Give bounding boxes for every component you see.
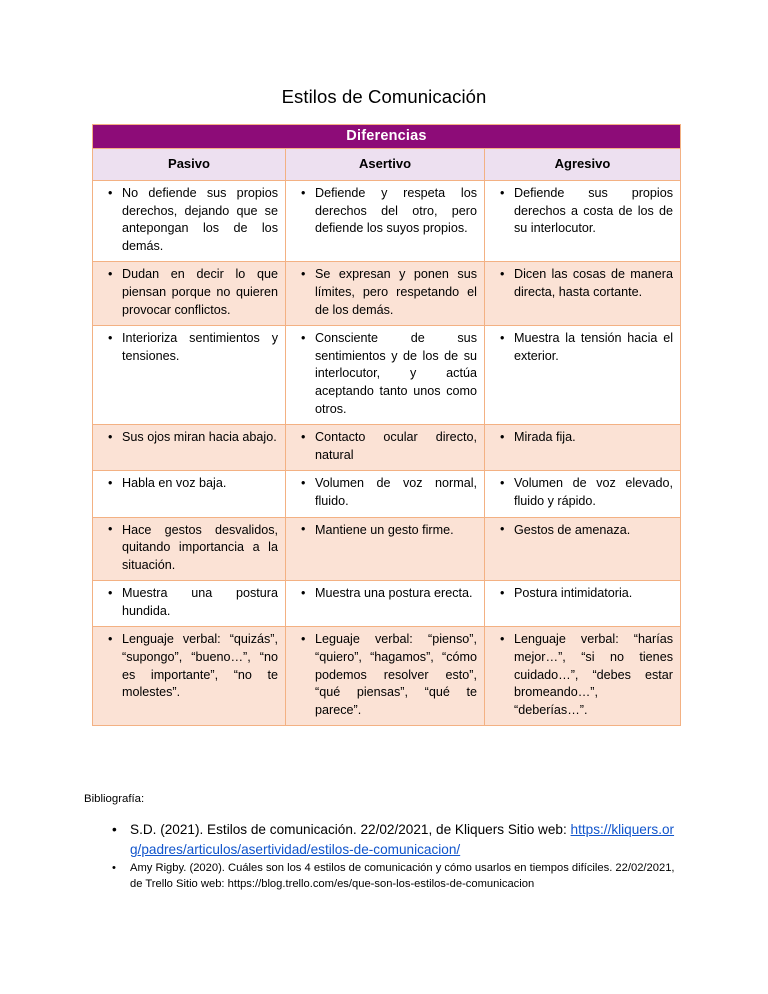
table-cell [93,181,286,262]
cell-bullet-list [100,475,278,493]
cell-bullet-item: • Contacto ocular directo, natural [315,429,477,464]
column-header-agresivo: Agresivo [485,149,681,181]
cell-bullet-list [492,631,673,719]
table-cell [485,425,681,471]
cell-bullet-item: • Gestos de amenaza. [514,522,673,540]
table-cell [485,627,681,726]
cell-bullet-list [100,185,278,255]
table-cell [93,262,286,326]
cell-bullet-item: • Mirada fija. [514,429,673,447]
cell-bullet-list [492,429,673,447]
cell-bullet-list [492,266,673,301]
cell-bullet-item: • Dicen las cosas de manera directa, hasta cortante. [514,266,673,301]
cell-bullet-list [293,585,477,603]
cell-bullet-item: • Dudan en decir lo que piensan porque no quieren provocar conflictos. [122,266,278,319]
table-cell [485,471,681,517]
table-row [93,627,681,726]
cell-bullet-list [293,429,477,464]
table-cell [485,581,681,627]
table-cell [93,471,286,517]
cell-bullet-item: • Interioriza sentimientos y tensiones. [122,330,278,365]
cell-bullet-list [492,330,673,365]
table-cell [93,326,286,425]
cell-bullet-item: • No defiende sus propios derechos, dejando que se antepongan los de los demás. [122,185,278,255]
table-banner-cell: Diferencias [93,125,681,149]
table-cell [485,517,681,581]
column-header-pasivo: Pasivo [93,149,286,181]
table-row [93,581,681,627]
cell-bullet-list [100,522,278,575]
table-cell [286,581,485,627]
table-cell [286,425,485,471]
cell-bullet-list [492,585,673,603]
bibliography-entry-2-text: Amy Rigby. (2020). Cuáles son los 4 estilos de comunicación y cómo usarlos en tiempos difíciles. 22/02/2021, de Trello Sitio web: [130,862,675,890]
cell-bullet-list [492,185,673,238]
table-row [93,471,681,517]
table-row [93,517,681,581]
table-row [93,326,681,425]
cell-bullet-list [293,522,477,540]
cell-bullet-item: • Muestra la tensión hacia el exterior. [514,330,673,365]
table-row [93,181,681,262]
cell-bullet-item: • Lenguaje verbal: “harías mejor…”, “si no tienes cuidado…”, “debes estar bromeando…”, “deberías…”. [514,631,673,719]
cell-bullet-list [100,631,278,701]
cell-bullet-list [293,475,477,510]
table-cell [93,517,286,581]
table-banner-row [93,125,681,149]
table-body [93,181,681,726]
cell-bullet-item: • Leguaje verbal: “pienso”, “quiero”, “hagamos”, “cómo podemos resolver esto”, “qué piensas”, “qué te parece”. [315,631,477,719]
cell-bullet-list [100,266,278,319]
cell-bullet-list [100,330,278,365]
table-cell [93,627,286,726]
cell-bullet-list [100,429,278,447]
table-row [93,425,681,471]
table-cell [485,326,681,425]
table-header-row [93,149,681,181]
bibliography-entry-1 [84,820,684,860]
cell-bullet-item: • Lenguaje verbal: “quizás”, “supongo”, “bueno…”, “no es importante”, “no te molestes”. [122,631,278,701]
cell-bullet-item: • Habla en voz baja. [122,475,278,493]
cell-bullet-item: • Mantiene un gesto firme. [315,522,477,540]
comparison-table-container [92,124,680,726]
cell-bullet-item: • Sus ojos miran hacia abajo. [122,429,278,447]
cell-bullet-item: • Postura intimidatoria. [514,585,673,603]
cell-bullet-list [293,631,477,719]
cell-bullet-list [293,330,477,418]
bibliography-entry-1-text: S.D. (2021). Estilos de comunicación. 22/02/2021, de Kliquers Sitio web: [130,822,567,837]
cell-bullet-list [293,266,477,319]
bibliography-heading: Bibliografía: [84,793,145,805]
cell-bullet-item: • Volumen de voz normal, fluido. [315,475,477,510]
table-cell [286,517,485,581]
table-cell [286,627,485,726]
table-row [93,262,681,326]
cell-bullet-item: • Defiende y respeta los derechos del otro, pero defiende los suyos propios. [315,185,477,238]
bibliography-entry-2-link[interactable]: https://blog.trello.com/es/que-son-los-estilos-de-comunicacion [227,877,535,890]
cell-bullet-list [293,185,477,238]
table-cell [485,181,681,262]
communication-styles-table [92,124,681,726]
bibliography-entry-2 [84,861,684,892]
cell-bullet-list [492,475,673,510]
cell-bullet-list [492,522,673,540]
cell-bullet-item: • Defiende sus propios derechos a costa de los de su interlocutor. [514,185,673,238]
table-cell [286,471,485,517]
bibliography-list [84,820,684,893]
table-cell [286,262,485,326]
cell-bullet-item: • Hace gestos desvalidos, quitando importancia a la situación. [122,522,278,575]
table-cell [93,425,286,471]
table-cell [286,181,485,262]
column-header-asertivo: Asertivo [286,149,485,181]
cell-bullet-item: • Volumen de voz elevado, fluido y rápido. [514,475,673,510]
cell-bullet-item: • Muestra una postura erecta. [315,585,477,603]
cell-bullet-list [100,585,278,620]
cell-bullet-item: • Se expresan y ponen sus límites, pero respetando el de los demás. [315,266,477,319]
cell-bullet-item: • Consciente de sus sentimientos y de los de su interlocutor, y actúa aceptando tanto unos como otros. [315,330,477,418]
bibliography-entry-1-link[interactable]: https://kliquers.org/padres/articulos/asertividad/estilos-de-comunicacion/ [130,822,675,857]
table-cell [485,262,681,326]
cell-bullet-item: • Muestra una postura hundida. [122,585,278,620]
table-cell [286,326,485,425]
page-title: Estilos de Comunicación [281,86,487,107]
table-cell [93,581,286,627]
